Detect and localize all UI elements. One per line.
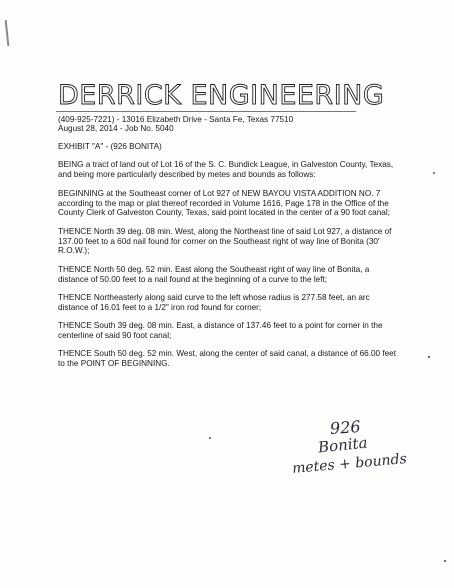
paragraph-line: THENCE South 50 deg. 52 min. West, along the center of said canal, a distance of 66.00 feet	[58, 349, 397, 358]
handwritten-street: Bonita	[317, 433, 369, 457]
paragraph-thence-1	[58, 227, 433, 256]
scan-speck	[433, 172, 435, 174]
paragraph-thence-5	[58, 349, 433, 368]
company-name: DERRICK ENGINEERING	[58, 80, 385, 111]
paragraph-line: distance of 50.00 feet to a nail found at the beginning of a curve to the left;	[58, 274, 328, 284]
paragraph-beginning	[58, 189, 433, 218]
paragraph-line: THENCE Northeasterly along said curve to the left whose radius is 277.58 feet, an arc	[58, 293, 370, 302]
contact-line: (409-925-7221) - 13016 Elizabeth Drive - Santa Fe, Texas 77510	[58, 115, 294, 124]
handwritten-number: 926	[329, 416, 362, 439]
scan-speck	[209, 437, 211, 439]
paragraph-line: according to the map or plat thereof recorded in Volume 1616, Page 178 in the Office of the	[58, 198, 389, 208]
paragraph-line: THENCE North 39 deg. 08 min. West, along the Northeast line of said Lot 927, a distance of	[58, 227, 392, 236]
scan-speck	[444, 560, 446, 562]
paragraph-thence-4	[58, 321, 433, 340]
letterhead	[58, 80, 438, 120]
paragraph-thence-3	[58, 293, 433, 312]
exhibit-heading: EXHIBIT "A" - (926 BONITA)	[58, 142, 162, 151]
paragraph-line: to the POINT OF BEGINNING.	[58, 358, 170, 368]
paragraph-line: and being more particularly described by metes and bounds as follows:	[58, 169, 316, 179]
paragraph-line: R.O.W.);	[58, 246, 90, 256]
letterhead-rule	[56, 111, 356, 112]
paragraph-line: County Clerk of Galveston County, Texas, said point located in the center of a 90 foot canal;	[58, 208, 390, 218]
handwritten-note: metes + bounds	[291, 451, 408, 477]
paragraph-line: distance of 16.01 feet to a 1/2" iron rod found for corner;	[58, 302, 262, 312]
scan-speck	[428, 356, 430, 358]
paragraph-line: BEGINNING at the Southeast corner of Lot 927 of NEW BAYOU VISTA ADDITION NO. 7	[58, 189, 381, 198]
paragraph-thence-2	[58, 265, 433, 284]
paragraph-line: BEING a tract of land out of Lot 16 of the S. C. Bundick League, in Galveston County, Texas,	[58, 160, 394, 169]
paragraph-line: THENCE South 39 deg. 08 min. East, a distance of 137.46 feet to a point for corner in the	[58, 321, 383, 330]
paragraph-being	[58, 160, 433, 179]
scan-edge-mark	[5, 20, 10, 46]
paragraph-line: THENCE North 50 deg. 52 min. East along the Southeast right of way line of Bonita, a	[58, 265, 370, 274]
paragraph-line: centerline of said 90 foot canal;	[58, 330, 172, 340]
date-job-line: August 28, 2014 - Job No. 5040	[58, 124, 174, 133]
paragraph-line: 137.00 feet to a 60d nail found for corner on the Southeast right of way line of Bonita (30'	[58, 236, 380, 246]
